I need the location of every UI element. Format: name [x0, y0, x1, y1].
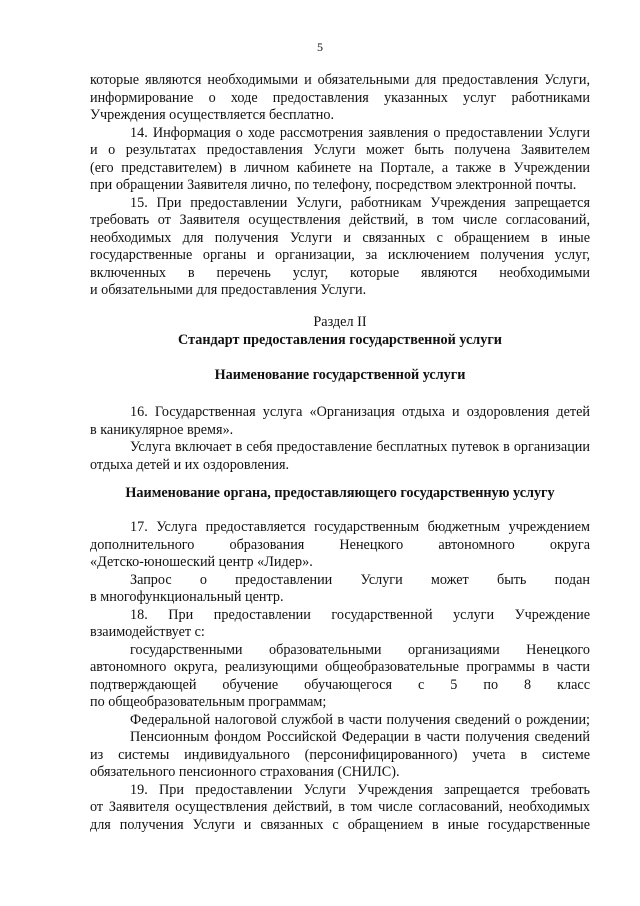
text-line: и обязательными для предоставления Услуги. — [90, 282, 367, 298]
text-line: информирование о ходе предоставления указанных услуг работниками — [90, 89, 590, 106]
paragraph-continuation — [90, 72, 590, 300]
text-line: из системы индивидуального (персонифицированного) учета в системе — [90, 746, 590, 763]
text-line: необходимых для получения Услуги и связанных с обращением в иные — [90, 229, 590, 246]
text-line: для получения Услуги и связанных с обращением в иные государственные — [90, 816, 590, 833]
subsection-heading — [90, 485, 590, 503]
text-line: при обращении Заявителя лично, по телефону, посредством электронной почты. — [90, 177, 577, 193]
text-line: отдыха детей и их оздоровления. — [90, 456, 290, 473]
section-number: Раздел II — [313, 314, 367, 330]
text-line: «Детско-юношеский центр «Лидер». — [90, 554, 313, 570]
text-line: от Заявителя осуществления действий, в том числе согласований, необходимых — [90, 799, 590, 815]
text-line: Запрос о предоставлении Услуги может быть подан — [130, 571, 590, 588]
paragraph-16 — [90, 404, 590, 474]
page-number: 5 — [317, 40, 323, 54]
text-line: государственными образовательными организациями Ненецкого — [130, 641, 590, 658]
text-line: 18. При предоставлении государственной услуги Учреждение — [130, 606, 590, 623]
text-line: в каникулярное время». — [90, 421, 234, 438]
text-line: Пенсионным фондом Российской Федерации в части получения сведений — [130, 729, 590, 745]
text-line: обязательного пенсионного страхования (СНИЛС). — [90, 764, 400, 780]
text-line: (его представителем) в личном кабинете на Портале, а также в Учреждении — [90, 159, 590, 176]
text-line: дополнительного образования Ненецкого автономного округа — [90, 536, 590, 553]
subsection-title: Наименование государственной услуги — [214, 367, 466, 383]
section-heading — [90, 314, 590, 349]
text-line: 19. При предоставлении Услуги Учреждения запрещается требовать — [130, 781, 590, 798]
text-line: в многофункциональный центр. — [90, 589, 284, 605]
text-line: взаимодействует с: — [90, 624, 205, 640]
paragraph-17-19 — [90, 519, 590, 834]
text-line: автономного округа, реализующими общеобразовательные программы в части — [90, 659, 590, 675]
section-title: Стандарт предоставления государственной услуги — [178, 331, 502, 348]
text-line: Услуга включает в себя предоставление бесплатных путевок в организации — [130, 439, 590, 455]
text-line: 15. При предоставлении Услуги, работникам Учреждения запрещается — [130, 194, 590, 211]
text-line: Учреждения осуществляется бесплатно. — [90, 107, 335, 123]
text-line: подтверждающей обучение обучающегося с 5 по 8 класс — [90, 676, 590, 693]
text-line: включенных в перечень услуг, которые являются необходимыми — [90, 264, 590, 281]
text-line: требовать от Заявителя осуществления действий, в том числе согласований, — [90, 212, 590, 228]
text-line: государственные органы и организации, за исключением получения услуг, — [90, 247, 590, 263]
text-line: Федеральной налоговой службой в части получения сведений о рождении; — [130, 711, 590, 728]
subsection-heading — [90, 367, 590, 385]
text-line: 14. Информация о ходе рассмотрения заявления о предоставлении Услуги — [130, 124, 590, 141]
text-line: 16. Государственная услуга «Организация отдыха и оздоровления детей — [130, 404, 590, 420]
text-line: по общеобразовательным программам; — [90, 694, 327, 710]
subsection-title: Наименование органа, предоставляющего государственную услугу — [125, 485, 555, 501]
text-line: и о результатах предоставления Услуги может быть получена Заявителем — [90, 142, 590, 158]
text-line: которые являются необходимыми и обязательными для предоставления Услуги, — [90, 72, 590, 88]
text-line: 17. Услуга предоставляется государственным бюджетным учреждением — [130, 519, 590, 535]
